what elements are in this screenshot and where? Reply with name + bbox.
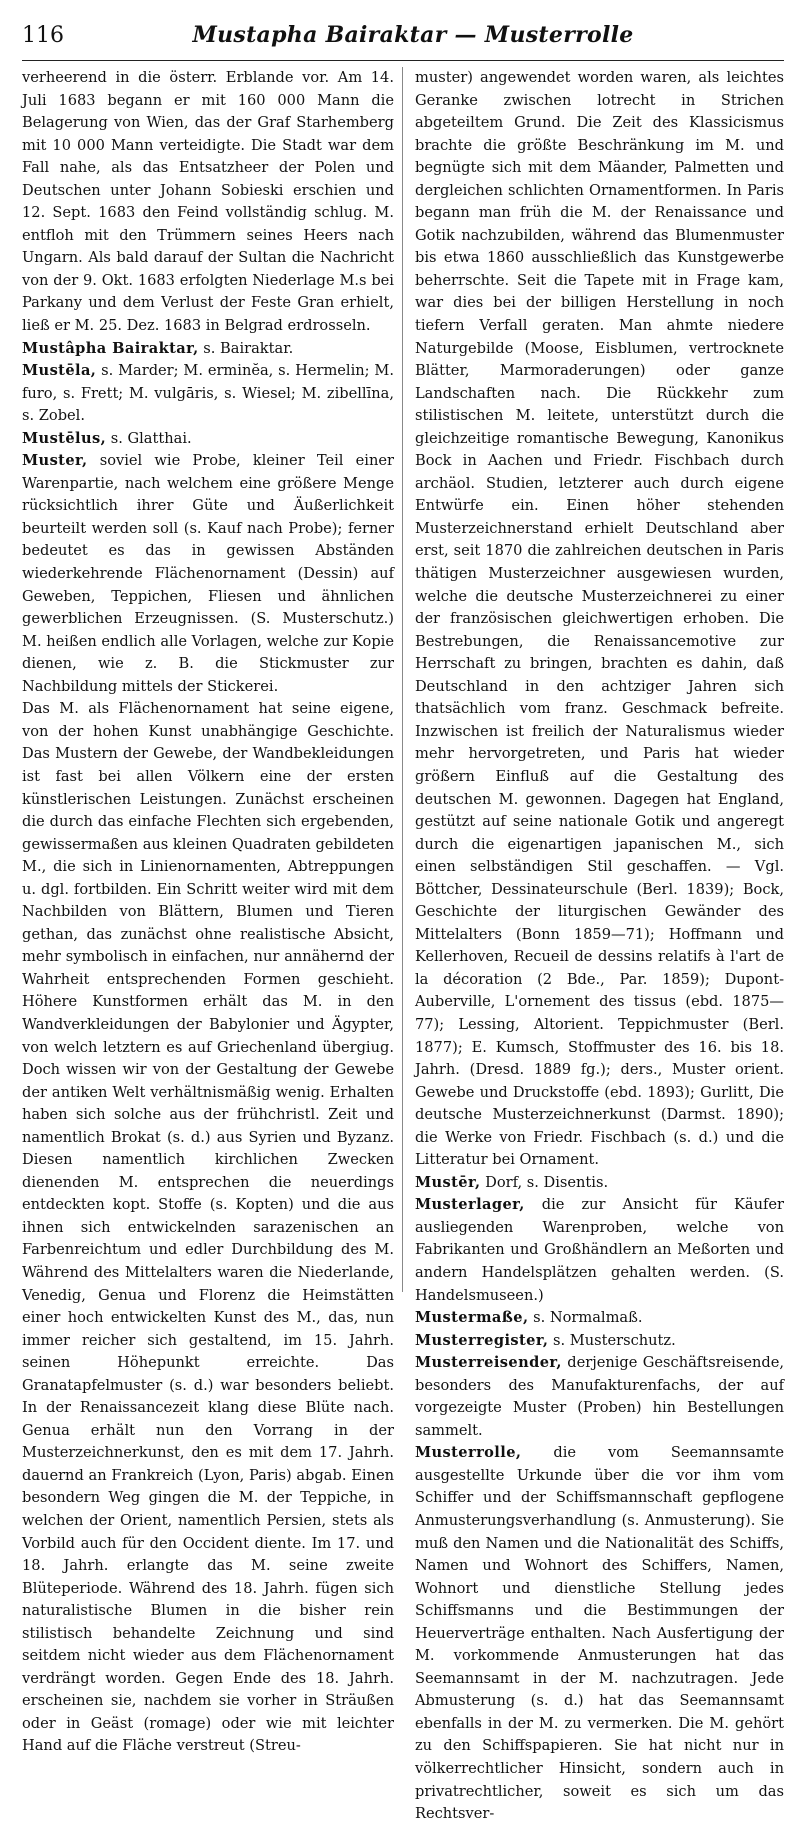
entry-text: soviel wie Probe, kleiner Teil einer Warenpartie, nach welchem eine größere Menge rücksichtlich ihrer Güte und Äußerlichkeit beurteilt werden soll (s. Kauf nach Probe); ferner bedeutet es das in gewissen Abständen wiederkehrende Flächenornament (Dessin) auf Geweben, Teppichen, Fliesen und ähnlichen gewerblichen Erzeugnissen. (S. Musterschutz.) M. heißen endlich alle Vorlagen, welche zur Kopie dienen, wie z. B. die Stickmuster zur Nachbildung mittels der Stickerei.: [22, 452, 394, 695]
entry-title: Mustēla,: [22, 362, 97, 380]
entry-title: Musterrolle,: [414, 1444, 522, 1462]
entry-text: die vom Seemannsamte ausgestellte Urkunde über die vor ihm vom Schiffer und der Schiffsmannschaft gepflogene Anmusterungsverhandlung (s. Anmusterung). Sie muß den Namen und die Nationalität des Schiffs, Namen und Wohnort des Schiffers, Namen, Wohnort und dienstliche Stellung jedes Schiffsmanns und die Bestimmungen der Heuerverträge enthalten. Nach Ausfertigung der M. vorkommende Anmusterungen hat das Seemannsamt in der M. nachzutragen. Jede Abmusterung (s. d.) hat das Seemannsamt ebenfalls in der M. zu vermerken. Die M. gehört zu den Schiffspapieren. Sie hat nicht nur in völkerrechtlicher Hinsicht, sondern auch in privatrechtlicher, soweit es sich um das Rechtsver-: [414, 1444, 784, 1823]
entry-title: Muster,: [22, 452, 88, 470]
running-head: Mustapha Bairaktar — Musterrolle: [192, 22, 634, 48]
left-column: [22, 67, 403, 1755]
entry: [415, 1172, 784, 1195]
entry-text: Dorf, s. Disentis.: [480, 1173, 609, 1191]
entry: [22, 360, 394, 428]
entry-title: Mustēlus,: [22, 429, 107, 447]
entry-title: Mustēr,: [414, 1173, 481, 1191]
entry: [415, 1330, 784, 1353]
entry: [22, 338, 394, 361]
page-number: 116: [22, 23, 64, 48]
entry-text: s. Bairaktar.: [198, 339, 294, 357]
entry-text: die zur Ansicht für Käufer ausliegenden Warenproben, welche von Fabrikanten und Großhändlern an Meßorten und andern Handelsplätzen gehalten werden. (S. Handelsmuseen.): [414, 1196, 784, 1304]
entry-text: derjenige Geschäftsreisende, besonders des Manufakturenfachs, der auf vorgezeigte Muster (Proben) hin Bestellungen sammelt.: [414, 1354, 784, 1439]
right-column: [414, 67, 784, 1823]
paragraph: muster) angewendet worden waren, als leichtes Geranke zwischen lotrecht in Strichen abgeteiltem Grund. Die Zeit des Klassicismus brachte die größte Beschränkung im M. und begnügte sich mit dem Mäander, Palmetten und dergleichen schlichten Ornamentformen. In Paris begann man früh die M. der Renaissance und Gotik nachzubilden, während das Blumenmuster bis etwa 1860 ausschließlich das Kunstgewerbe beherrschte. Seit die Tapete mit in Frage kam, war dies bei der billigen Herstellung in noch tiefern Verfall geraten. Man ahmte niedere Naturgebilde (Moose, Eisblumen, vertrocknete Blätter, Marmoraderungen) oder ganze Landschaften nach. Die Rückkehr zum stilistischen M. leitete, unterstützt durch die gleichzeitige romantische Bewegung, Kanonikus Bock in Aachen und Friedr. Fischbach durch archäol. Studien, letzterer auch durch eigene Entwürfe ein. Einen höher stehenden Musterzeichnerstand erhielt Deutschland aber erst, seit 1870 die zahlreichen deutschen in Paris thätigen Musterzeichner ausgewiesen wurden, welche die deutsche Musterzeichnerei zu einer der französischen gleichwertigen erhoben. Die Bestrebungen, die Renaissancemotive zur Herrschaft zu bringen, brachten es dahin, daß Deutschland in den achtziger Jahren sich thatsächlich vom franz. Geschmack befreite. Inzwischen ist freilich der Naturalismus wieder mehr hervorgetreten, und Paris hat wieder größern Einfluß auf die Gestaltung des deutschen M. gewonnen. Dagegen hat England, gestützt auf seine nationale Gotik und angeregt durch die eigenartigen japanischen M., sich einen selbständigen Stil geschaffen. — Vgl. Böttcher, Dessinateurschule (Berl. 1839); Bock, Geschichte der liturgischen Gewänder des Mittelalters (Bonn 1859—71); Hoffmann und Kellerhoven, Recueil de dessins relatifs à l'art de la décoration (2 Bde., Par. 1859); Dupont-Auberville, L'ornement des tissus (ebd. 1875—77); Lessing, Altorient. Teppichmuster (Berl. 1877); E. Kumsch, Stoffmuster des 16. bis 18. Jahrh. (Dresd. 1889 fg.); ders., Muster orient. Gewebe und Druckstoffe (ebd. 1893); Gurlitt, Die deutsche Musterzeichnerkunst (Darmst. 1890); die Werke von Friedr. Fischbach (s. d.) und die Litteratur bei Ornament.: [414, 69, 784, 1169]
page-header: [22, 22, 784, 61]
entry-title: Musterregister,: [414, 1331, 549, 1349]
entry-text: s. Glatthai.: [106, 429, 192, 447]
entry: [415, 1194, 784, 1307]
entry: [415, 1307, 784, 1330]
entry: [22, 428, 394, 451]
entry-title: Musterlager,: [414, 1196, 525, 1214]
paragraph: verheerend in die österr. Erblande vor. Am 14. Juli 1683 begann er mit 160 000 Mann die Belagerung von Wien, das der Graf Starhemberg mit 10 000 Mann verteidigte. Die Stadt war dem Fall nahe, als das Entsatzheer der Polen und Deutschen unter Johann Sobieski erschien und 12. Sept. 1683 den Feind vollständig schlug. M. entfloh mit den Trümmern seines Heers nach Ungarn. Als bald darauf der Sultan die Nachricht von der 9. Okt. 1683 erfolgten Niederlage M.s bei Parkany und dem Verlust der Feste Gran erhielt, ließ er M. 25. Dez. 1683 in Belgrad erdrosseln.: [22, 69, 394, 335]
entry-text: s. Musterschutz.: [548, 1331, 676, 1349]
entry: [415, 1352, 784, 1442]
entry-title: Musterreisender,: [414, 1354, 562, 1372]
entry-title: Mustâpha Bairaktar,: [22, 339, 199, 357]
entry-title: Mustermaße,: [414, 1309, 529, 1327]
paragraph: Das M. als Flächenornament hat seine eigene, von der hohen Kunst unabhängige Geschichte. Das Mustern der Gewebe, der Wandbekleidungen ist fast bei allen Völkern eine der ersten künstlerischen Leistungen. Zunächst erscheinen die durch das einfache Flechten sich ergebenden, gewissermaßen aus kleinen Quadraten gebildeten M., die sich in Linienornamenten, Abtreppungen u. dgl. fortbilden. Ein Schritt weiter wird mit dem Nachbilden von Blättern, Blumen und Tieren gethan, das zunächst ohne realistische Absicht, mehr symbolisch in einfachen, nur annähernd der Wahrheit entsprechenden Formen geschieht. Höhere Kunstformen erhält das M. in den Wandverkleidungen der Babylonier und Ägypter, von welch letztern es auf Griechenland übergiug. Doch wissen wir von der Gestaltung der Gewebe der antiken Welt verhältnismäßig wenig. Erhalten haben sich solche aus der frühchristl. Zeit und namentlich Brokat (s. d.) aus Syrien und Byzanz. Diesen namentlich kirchlichen Zwecken dienenden M. entsprechen die neuerdings entdeckten kopt. Stoffe (s. Kopten) und die aus ihnen sich entwickelnden sarazenischen an Farbenreichtum und edler Durchbildung des M. Während des Mittelalters waren die Niederlande, Venedig, Genua und Florenz die Heimstätten einer hoch entwickelten Kunst des M., das, nun immer reicher sich gestaltend, im 15. Jahrh. seinen Höhepunkt erreichte. Das Granatapfelmuster (s. d.) war besonders beliebt. In der Renaissancezeit klang diese Blüte nach. Genua erhält nun den Vorrang in der Musterzeichnerkunst, den es mit dem 17. Jahrh. dauernd an Frankreich (Lyon, Paris) abgab. Einen besondern Weg gingen die M. der Teppiche, in welchen der Orient, namentlich Persien, stets als Vorbild auch für den Occident diente. Im 17. und 18. Jahrh. erlangte das M. seine zweite Blüteperiode. Während des 18. Jahrh. fügen sich naturalistische Blumen in die bisher rein stilistisch behandelte Zeichnung und sind seitdem nicht wieder aus dem Flächenornament verdrängt worden. Gegen Ende des 18. Jahrh. erscheinen sie, nachdem sie vorher in Sträußen oder in Geäst (romage) oder wie mit leichter Hand auf die Fläche verstreut (Streu-: [22, 700, 394, 1755]
text-columns: [22, 67, 784, 1823]
entry-text: s. Normalmaß.: [528, 1309, 643, 1327]
entry: [415, 1442, 784, 1825]
entry-text: s. Marder; M. erminĕa, s. Hermelin; M. furo, s. Frett; M. vulgāris, s. Wiesel; M. zibellīna, s. Zobel.: [22, 362, 394, 425]
entry: [22, 450, 394, 698]
